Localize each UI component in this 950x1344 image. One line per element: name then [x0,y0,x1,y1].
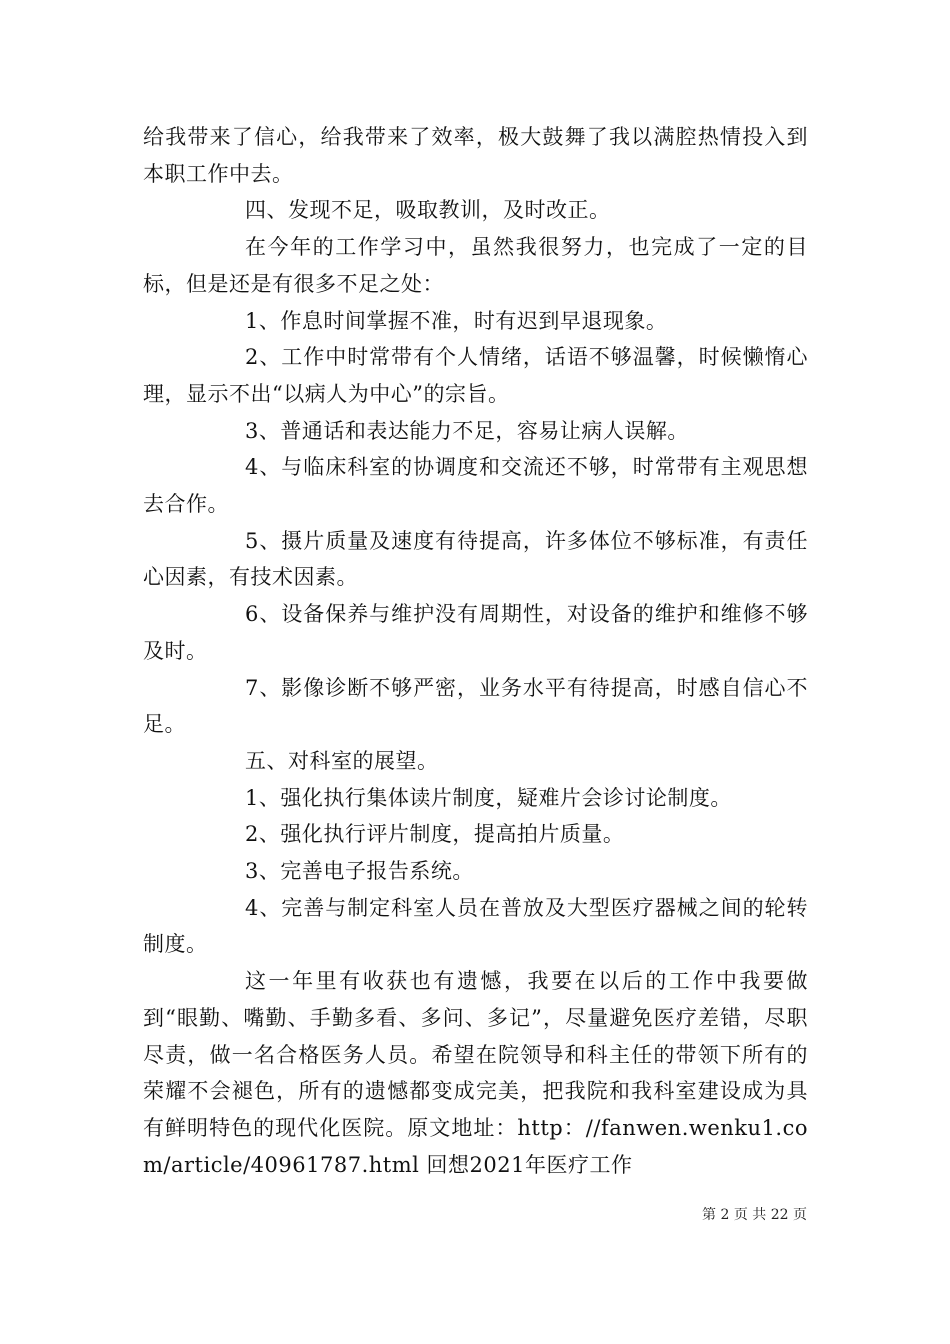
list-item: 3、普通话和表达能力不足，容易让病人误解。 [245,418,689,443]
list-item: 7、影像诊断不够严密，业务水平有待提高，时感自信心不足。 [143,675,808,737]
page-number: 第 2 页 共 22 页 [702,1207,807,1223]
list-item: 2、工作中时常带有个人情绪，话语不够温馨，时候懒惰心理，显示不出“以病人为中心”的宗旨。 [143,345,808,406]
list-item: 2、强化执行评片制度，提高拍片质量。 [245,822,625,847]
list-item: 5、摄片质量及速度有待提高，许多体位不够标准，有责任心因素，有技术因素。 [143,528,808,590]
paragraph: 给我带来了信心，给我带来了效率，极大鼓舞了我以满腔热情投入到本职工作中去。 [143,125,808,186]
paragraph: 在今年的工作学习中，虽然我很努力，也完成了一定的目标，但是还是有很多不足之处： [143,235,808,296]
list-item: 1、强化执行集体读片制度，疑难片会诊讨论制度。 [245,785,732,810]
section-heading: 五、对科室的展望。 [245,748,439,773]
list-item: 4、完善与制定科室人员在普放及大型医疗器械之间的轮转制度。 [143,895,808,957]
list-item: 3、完善电子报告系统。 [245,859,474,884]
list-item: 6、设备保养与维护没有周期性，对设备的维护和维修不够及时。 [143,602,808,663]
paragraph: 这一年里有收获也有遗憾，我要在以后的工作中我要做到“眼勤、嘴勤、手勤多看、多问、多记”，尽量避免医疗差错，尽职尽责，做一名合格医务人员。希望在院领导和科主任的带领下所有的荣耀不会褪色，所有的遗憾都变成完美，把我院和我科室建设成为具有鲜明特色的现代化医院。原文地址：http：//fanwen.wenku1.com/article/40961787.html 回想2021年医疗工作 [143,969,808,1177]
list-item: 4、与临床科室的协调度和交流还不够，时常带有主观思想去合作。 [143,455,808,517]
section-heading: 四、发现不足，吸取教训，及时改正。 [245,198,611,223]
list-item: 1、作息时间掌握不准，时有迟到早退现象。 [245,308,668,333]
document-body [143,119,808,1183]
